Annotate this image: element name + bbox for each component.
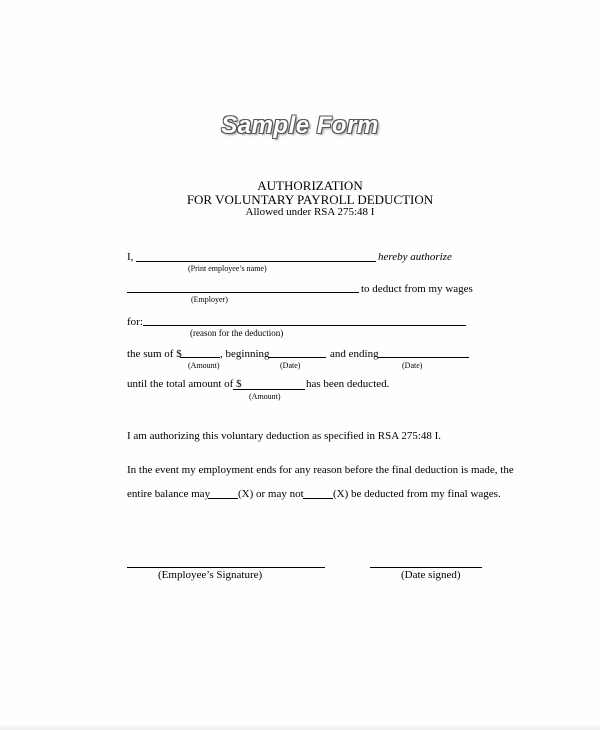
row1-suffix: hereby authorize <box>378 251 452 263</box>
end-date-caption: (Date) <box>402 361 423 370</box>
authorization-statement: I am authorizing this voluntary deduction as specified in RSA 275:48 I. <box>127 430 442 442</box>
page-bottom-shadow <box>0 724 600 730</box>
end-date-field[interactable] <box>378 357 469 358</box>
balance-statement-part2: (X) or may not <box>238 488 304 500</box>
employment-end-statement-line1: In the event my employment ends for any reason before the final deduction is made, the <box>127 464 514 476</box>
form-heading-authorization: AUTHORIZATION <box>257 178 363 193</box>
row3-prefix: for: <box>127 316 143 328</box>
row2-suffix: to deduct from my wages <box>361 283 473 295</box>
sum-amount-caption: (Amount) <box>188 361 220 370</box>
begin-date-field[interactable] <box>268 357 326 358</box>
deduction-reason-caption: (reason for the deduction) <box>190 328 284 338</box>
row4-ending-label: and ending <box>330 348 379 360</box>
date-signed-field[interactable] <box>370 567 482 568</box>
total-amount-caption: (Amount) <box>249 392 281 401</box>
begin-date-caption: (Date) <box>280 361 301 370</box>
employee-signature-caption: (Employee’s Signature) <box>158 569 263 581</box>
date-signed-caption: (Date signed) <box>401 569 461 581</box>
deduction-reason-field[interactable] <box>143 325 466 326</box>
sum-amount-field[interactable] <box>180 357 220 358</box>
row5-suffix: has been deducted. <box>306 378 390 390</box>
sample-form-title: Sample Form <box>221 112 379 139</box>
row4-beginning-label: , beginning <box>220 348 270 360</box>
form-heading-voluntary-deduction: FOR VOLUNTARY PAYROLL DEDUCTION <box>186 192 434 207</box>
row5-prefix: until the total amount of $ <box>127 378 242 390</box>
may-not-deduct-mark-field[interactable] <box>303 498 333 499</box>
employee-name-field[interactable] <box>136 261 376 262</box>
row1-prefix: I, <box>127 251 134 263</box>
balance-statement-part3: (X) be deducted from my final wages. <box>333 488 501 500</box>
form-heading-rsa-reference: Allowed under RSA 275:48 I <box>245 206 375 218</box>
total-amount-field[interactable] <box>233 389 305 390</box>
balance-statement-part1: entire balance may <box>127 488 211 500</box>
may-deduct-mark-field[interactable] <box>208 498 238 499</box>
employee-signature-field[interactable] <box>127 567 325 568</box>
employee-name-caption: (Print employee’s name) <box>188 264 267 273</box>
row4-prefix: the sum of $ <box>127 348 182 360</box>
employer-field[interactable] <box>127 292 359 293</box>
employer-caption: (Employer) <box>191 295 228 304</box>
